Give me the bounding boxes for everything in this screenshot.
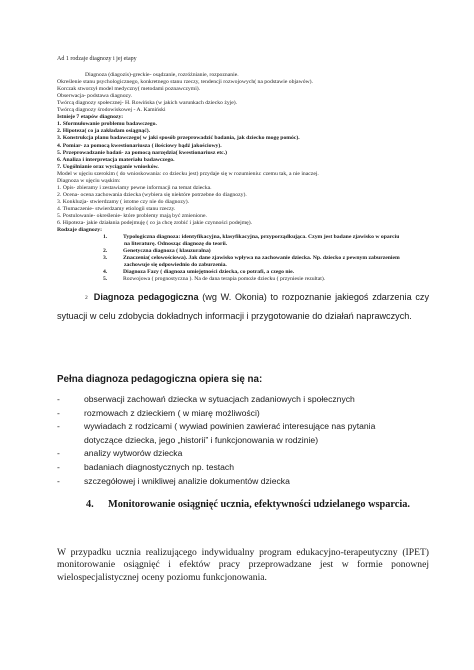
type-number: 2. — [103, 248, 108, 255]
model-line: 3. Konkluzja- stwierdzamy ( istotne czy nie do diagnozy). — [57, 198, 190, 205]
stage-item: 1. Sformułowanie problemu badawczego. — [57, 121, 157, 128]
model-line: 5. Postulowanie- określenie- które problemy mają być zmienione. — [57, 212, 207, 219]
list-item-text: wywiadach z rodzicami ( wywiad powinien zawierać interesujące nas pytania dotyczące dziecka, jego „historii” i funkcjonowania w rodzinie) — [84, 421, 376, 445]
type-number: 3. — [103, 255, 108, 262]
dash-bullet: - — [57, 421, 60, 432]
model-line: 4. Tłumaczenie- stwierdzamy etiologii stanu rzeczy. — [57, 205, 176, 212]
list-item — [57, 420, 437, 447]
type-item — [57, 234, 429, 241]
stage-item: 5. Przeprowadzanie badań- za pomocą narzędzia( kwestionariusz etc.) — [57, 149, 228, 156]
intro-line: Twórcą diagnozy środowiskowej - A. Kamiński — [57, 107, 166, 114]
full-diagnosis-section — [57, 374, 437, 488]
list-item — [57, 475, 437, 489]
dash-bullet: - — [57, 461, 60, 472]
model-line: 6. Hipoteza- jakie działania podejmuję ( co ja chcę zrobić i jakie czynności podejmę). — [57, 220, 253, 227]
notes-block — [57, 56, 429, 283]
stage-item: 3. Konstrukcja planu badawczego( w jaki sposób przeprowadzić badania, jak dziecko mogę pomóc). — [57, 135, 300, 142]
type-text: Rozwojowa ( prognostyczna ). Na de dana terapia pomoże dziecku ( przyniesie rezultat). — [123, 276, 326, 283]
list-item — [57, 447, 437, 461]
model-line: Model w ujęciu szerokim ( do wnioskowania: co dziecku jest) przydaje się w rozumieniu: czemu tak, a nie inaczej. — [57, 170, 319, 177]
pedagogical-diagnosis-paragraph — [57, 288, 429, 325]
ipet-line: monitorowanie osiągnięć i efektów pracy przeprowadzane jest w formie ponownej — [57, 559, 429, 571]
model-line: 2. Ocena- ocena zachowania dziecka (wybiera się niektóre potrzebne do diagnozy). — [57, 191, 247, 198]
list-item-text: analizy wytworów dziecka — [84, 448, 183, 459]
type-continuation: na literaturę. Odnosząc diagnozę do teorii. — [124, 241, 228, 248]
stage-item: 4. Pomiar- za pomocą kwestionariusza ( ilościowy bądź jakościowy). — [57, 142, 222, 149]
diagnosis-definition: Diagnoza (diagozis)-greckie- osądzanie, rozróżnianie, rozpoznanie. — [85, 72, 239, 79]
type-number: 1. — [103, 234, 108, 241]
type-item — [57, 255, 429, 262]
list-item — [57, 461, 437, 475]
ipet-line: W przypadku ucznia realizującego indywidualny program edukacyjno-terapeutyczny (IPET) — [57, 547, 429, 558]
type-text: Typologiczna diagnoza: identyfikacyjna, klasyfikacyjna, przyporządkująca. Czym jest badane zjawisko w oparciu — [123, 234, 400, 241]
type-text: Znaczenia( celowościowa). Jak dane zjawisko wpływa na zachowanie dziecka. Np. dziecko z pewnym zaburzeniem — [123, 255, 400, 262]
list-item — [57, 393, 437, 407]
list-item-text: szczegółowej i wnikliwej analizie dokumentów dziecka — [84, 475, 290, 486]
type-text: Genetyczna diagnoza ( klauzuralna) — [123, 248, 211, 255]
stage-item: 2. Hipoteza( co ja zakładam osiągnąć). — [57, 128, 151, 135]
stage-item: 7. Uogólnianie oraz wyciąganie wniosków. — [57, 163, 159, 170]
section-number: 4. — [86, 499, 94, 510]
list-item-text: badaniach diagnostycznych np. testach — [84, 461, 235, 472]
list-item-text: obserwacji zachowań dziecka w sytuacjach zadaniowych i społecznych — [84, 394, 355, 404]
types-title: Rodzaje diagnozy: — [57, 227, 103, 234]
stages-title: Istnieje 7 etapów diagnozy: — [57, 114, 124, 121]
list-item — [57, 407, 437, 421]
section-title: Monitorowanie osiągnięć ucznia, efektywności udzielanego wsparcia. — [108, 499, 410, 510]
type-item — [57, 248, 429, 255]
dash-bullet: - — [57, 394, 60, 404]
dash-bullet: - — [57, 448, 60, 459]
type-continuation: zachowuje się odpowiednio do zaburzenia. — [124, 262, 227, 269]
list-item-text: rozmowach z dzieckiem ( w miarę możliwości) — [84, 407, 260, 418]
dash-bullet: - — [57, 407, 60, 418]
type-item — [57, 276, 429, 283]
model-line: 1. Opis- zbieramy i zestawiamy pewne informacji na temat dziecka. — [57, 184, 212, 191]
ipet-line: wielospecjalistycznej oceny poziomu funkcjonowania. — [57, 571, 267, 583]
model-line: Diagnoza w ujęciu wąskim: — [57, 177, 121, 184]
dash-bullet: - — [57, 475, 60, 486]
type-number: 4. — [103, 269, 108, 276]
intro-line: Twórcą diagnozy społecznej- H. Rowińska (w jakich warunkach dziecko żyje). — [57, 100, 238, 107]
pedagogical-definition: (wg W. Okonia) to rozpoznanie jakiegoś zdarzenia czy — [202, 292, 429, 302]
document-heading: Ad 1 rodzaje diagnozy i jej etapy — [57, 56, 137, 62]
intro-line: Korczak stworzył model medyczny( metodami poznawczymi). — [57, 86, 201, 93]
type-text: Diagnoza Fazy ( diagnoza umiejętności dziecka, co potrafi, a czego nie. — [123, 269, 295, 276]
intro-line: Określenie stanu psychologicznego, konkretnego stanu rzeczy, tendencji rozwojowych( na podstawie objawów). — [57, 79, 313, 86]
section-4-heading — [86, 499, 410, 510]
type-item — [57, 269, 429, 276]
paragraph-number: 2 — [85, 295, 88, 301]
stage-item: 6. Analiza i interpretacja materiału badawczego. — [57, 156, 175, 163]
pedagogical-term: Diagnoza pedagogiczna — [93, 292, 199, 302]
intro-line: Obserwacja- podstawa diagnozy. — [57, 93, 132, 100]
ipet-paragraph — [57, 547, 429, 584]
type-number: 5. — [103, 276, 108, 283]
full-diagnosis-title: Pełna diagnoza pedagogiczna opiera się na: — [57, 374, 263, 385]
pedagogical-definition-continued: sytuacji w celu zdobycia dokładnych informacji i przygotowanie do działań naprawczych. — [57, 311, 412, 321]
